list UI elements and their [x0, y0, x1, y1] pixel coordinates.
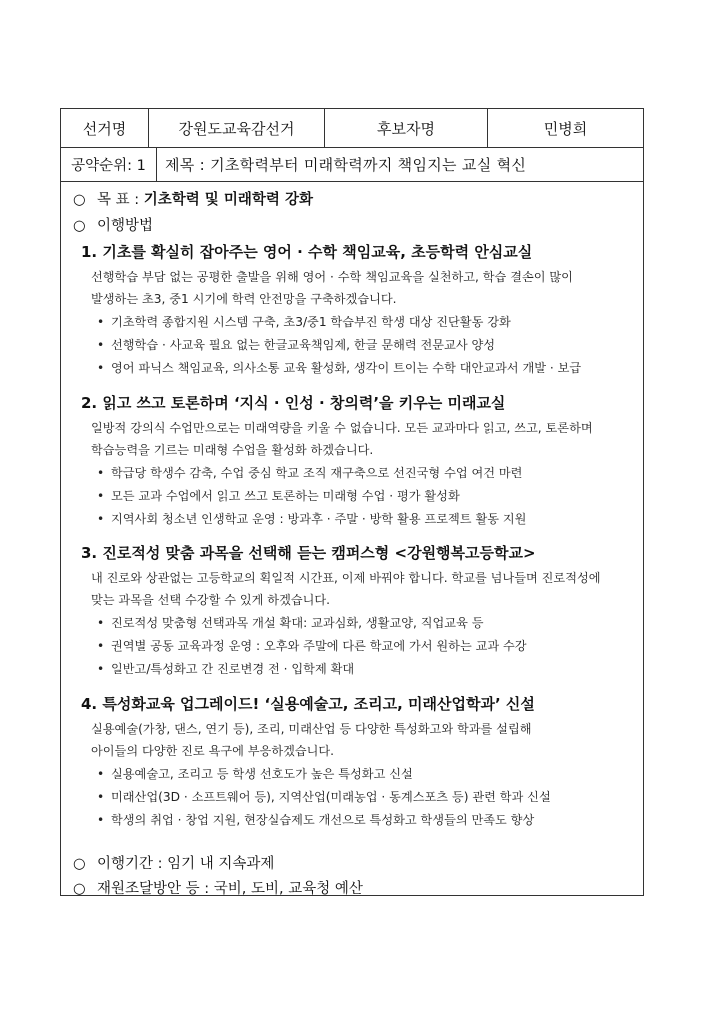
goal-label: 목 표 :: [97, 192, 140, 208]
bullet-text: 선행학습 · 사교육 필요 없는 한글교육책임제, 한글 문해력 전문교사 양성: [111, 338, 496, 352]
section-3-bullet: [97, 614, 484, 631]
period-line: [73, 852, 274, 873]
method-label: 이행방법: [97, 218, 154, 234]
section-1-bullet: [97, 359, 581, 376]
election-value: 강원도교육감선거: [149, 109, 325, 147]
bullet-mark: •: [97, 616, 105, 630]
bullet-text: 지역사회 청소년 인생학교 운영 : 방과후 · 주말 · 방학 활용 프로젝트 활동 지원: [111, 512, 527, 526]
section-1-bullet: [97, 336, 495, 353]
header-row: [61, 109, 643, 148]
section-4-bullet: [97, 811, 534, 828]
bullet-text: 일반고/특성화고 간 진로변경 전 · 입학제 확대: [111, 662, 355, 676]
bullet-text: 실용예술고, 조리고 등 학생 선호도가 높은 특성화고 신설: [111, 767, 413, 781]
section-3-heading: 3. 진로적성 맞춤 과목을 선택해 듣는 캠퍼스형 <강원행복고등학교>: [81, 544, 536, 562]
bullet-text: 미래산업(3D · 소프트웨어 등), 지역산업(미래농업 · 동계스포츠 등) 관련 학과 신설: [111, 790, 551, 804]
funding-mark: ○: [73, 881, 86, 897]
section-2-heading: 2. 읽고 쓰고 토론하며 ‘지식 · 인성 · 창의력’을 키우는 미래교실: [81, 394, 506, 412]
section-2-para-2: 학습능력을 기르는 미래형 수업을 활성화 하겠습니다.: [91, 443, 374, 457]
section-1-bullet: [97, 313, 511, 330]
section-3-bullet: [97, 637, 527, 654]
period-text: 이행기간 : 임기 내 지속과제: [97, 856, 275, 872]
method-mark: ○: [73, 218, 86, 234]
bullet-mark: •: [97, 361, 105, 375]
section-3-bullet: [97, 660, 354, 677]
bullet-mark: •: [97, 338, 105, 352]
section-2-bullet: [97, 510, 526, 527]
candidate-label: 후보자명: [325, 109, 488, 147]
bullet-mark: •: [97, 767, 105, 781]
bullet-mark: •: [97, 790, 105, 804]
pledge-body: [61, 182, 643, 895]
section-3-para-1: 내 진로와 상관없는 고등학교의 획일적 시간표, 이제 바꿔야 합니다. 학교를 넘나들며 진로적성에: [91, 571, 601, 585]
funding-text: 재원조달방안 등 : 국비, 도비, 교육청 예산: [97, 881, 363, 897]
bullet-mark: •: [97, 489, 105, 503]
bullet-mark: •: [97, 662, 105, 676]
pledge-row: [61, 148, 643, 182]
period-mark: ○: [73, 856, 86, 872]
section-1-para-1: 선행학습 부담 없는 공평한 출발을 위해 영어 · 수학 책임교육을 실천하고, 학습 결손이 많이: [91, 270, 573, 284]
section-1-heading: 1. 기초를 확실히 잡아주는 영어 · 수학 책임교육, 초등학력 안심교실: [81, 243, 533, 261]
candidate-value: 민병희: [543, 119, 588, 138]
bullet-text: 영어 파닉스 책임교육, 의사소통 교육 활성화, 생각이 트이는 수학 대안교과서 개발 · 보급: [111, 361, 582, 375]
section-4-para-2: 아이들의 다양한 진로 욕구에 부응하겠습니다.: [91, 744, 335, 758]
bullet-text: 진로적성 맞춤형 선택과목 개설 확대: 교과심화, 생활교양, 직업교육 등: [111, 616, 484, 630]
bullet-mark: •: [97, 315, 105, 329]
section-4-heading: 4. 특성화교육 업그레이드! ‘실용예술고, 조리고, 미래산업학과’ 신설: [81, 695, 535, 713]
section-1-para-2: 발생하는 초3, 중1 시기에 학력 안전망을 구축하겠습니다.: [91, 292, 397, 306]
bullet-text: 학생의 취업 · 창업 지원, 현장실습제도 개선으로 특성화고 학생들의 만족도 향상: [111, 813, 535, 827]
bullet-text: 학급당 학생수 감축, 수업 중심 학교 조직 재구축으로 선진국형 수업 여건 마련: [111, 466, 523, 480]
goal-value: 기초학력 및 미래학력 강화: [143, 192, 313, 208]
section-4-bullet: [97, 765, 413, 782]
bullet-text: 권역별 공동 교육과정 운영 : 오후와 주말에 다른 학교에 가서 원하는 교과 수강: [111, 639, 527, 653]
method-line: [73, 214, 153, 235]
goal-mark: ○: [73, 192, 86, 208]
section-3-para-2: 맞는 과목을 선택 수강할 수 있게 하겠습니다.: [91, 593, 331, 607]
bullet-mark: •: [97, 813, 105, 827]
goal-line: [73, 188, 313, 209]
section-2-bullet: [97, 464, 522, 481]
section-4-para-1: 실용예술(가창, 댄스, 연기 등), 조리, 미래산업 등 다양한 특성화고와 학과를 설립해: [91, 722, 532, 736]
bullet-mark: •: [97, 466, 105, 480]
pledge-rank: 공약순위: 1: [61, 148, 157, 181]
pledge-title: 제목 : 기초학력부터 미래학력까지 책임지는 교실 혁신: [165, 156, 527, 174]
bullet-text: 기초학력 종합지원 시스템 구축, 초3/중1 학습부진 학생 대상 진단활동 강화: [111, 315, 511, 329]
bullet-mark: •: [97, 639, 105, 653]
section-2-para-1: 일방적 강의식 수업만으로는 미래역량을 키울 수 없습니다. 모든 교과마다 읽고, 쓰고, 토론하며: [91, 421, 593, 435]
bullet-mark: •: [97, 512, 105, 526]
election-label: 선거명: [61, 109, 149, 147]
pledge-document: [60, 108, 644, 896]
section-2-bullet: [97, 487, 460, 504]
bullet-text: 모든 교과 수업에서 읽고 쓰고 토론하는 미래형 수업 · 평가 활성화: [111, 489, 460, 503]
funding-line: [73, 877, 363, 898]
section-4-bullet: [97, 788, 551, 805]
